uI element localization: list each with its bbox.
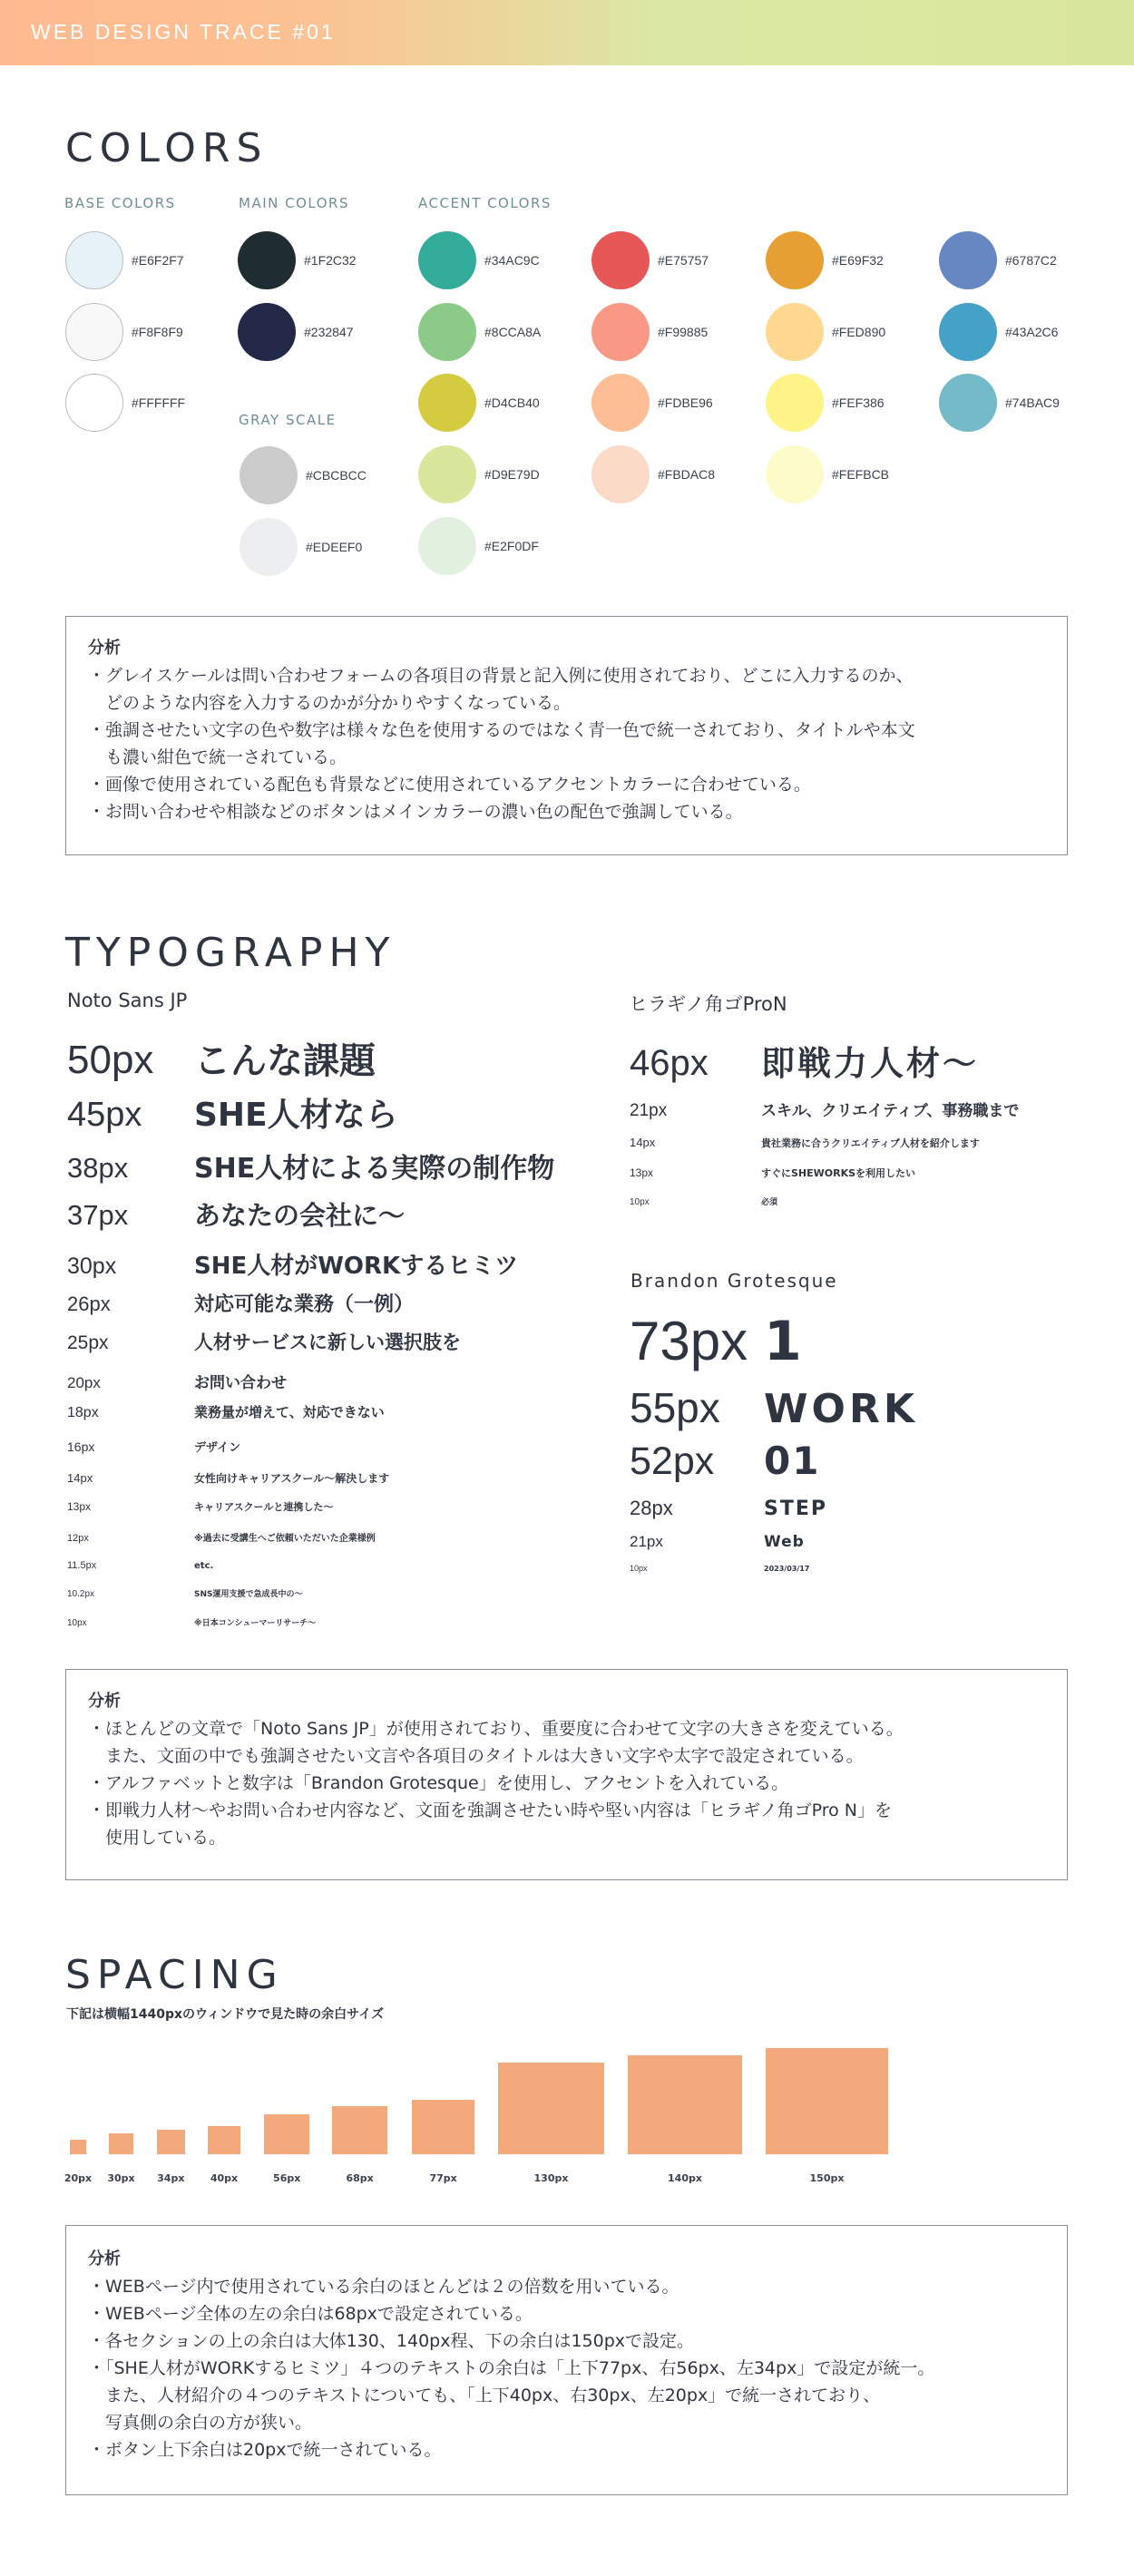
font-size-label: 10px [630,1564,648,1573]
type-specimen-row [67,1089,398,1136]
font-size-label: 20px [67,1374,101,1391]
color-hex-code: #EDEEF0 [306,540,363,554]
font-sample-text: SHE人材なら [194,1097,398,1134]
font-sample-text: 女性向けキャリアスクール〜解決します [194,1472,390,1485]
color-hex-code: #FEFBCB [832,467,890,482]
color-swatch [766,231,884,289]
spacing-analysis-box [65,2225,1068,2495]
color-dot [65,374,123,432]
base-colors-label: BASE COLORS [64,195,176,211]
analysis-line: ・「SHE人材がWORKするヒミツ」４つのテキストの余白は「上下77px、右56px、左34px」で設定が統一。 [88,2358,935,2378]
font-sample-text: 必須 [761,1198,778,1207]
color-dot [418,517,476,575]
brandon-label: Brandon Grotesque [631,1270,838,1292]
font-sample-text: STEP [764,1498,828,1520]
font-size-label: 16px [67,1439,95,1454]
color-dot [766,374,824,432]
font-size-label: 28px [630,1497,673,1519]
font-size-label: 21px [630,1101,668,1120]
spacing-analysis-title: 分析 [88,2249,121,2269]
color-swatch [238,303,354,361]
font-size-label: 37px [67,1199,129,1231]
font-size-label: 55px [630,1384,720,1431]
analysis-line: ・強調させたい文字の色や数字は様々な色を使用するのではなく青一色で統一されており、タイトルや本文 [88,720,915,740]
color-hex-code: #FFFFFF [132,395,186,410]
font-size-label: 12px [67,1533,89,1544]
analysis-line: ・即戦力人材〜やお問い合わせ内容など、文面を強調させたい時や堅い内容は「ヒラギノ角ゴPro N」を [88,1800,893,1820]
noto-sans-label: Noto Sans JP [67,990,188,1011]
type-specimen-row [630,1195,777,1207]
accent-colors-label: ACCENT COLORS [418,195,552,211]
font-sample-text: デザイン [194,1441,241,1455]
color-swatch [418,517,539,575]
color-swatch [591,231,709,289]
color-swatch [240,446,367,504]
spacing-subtitle: 下記は横幅1440pxのウィンドウで見た時の余白サイズ [66,2007,385,2022]
font-size-label: 14px [630,1136,656,1149]
type-specimen-row [630,1533,805,1551]
spacing-bar-label: 20px [64,2172,93,2184]
font-size-label: 25px [67,1332,109,1353]
color-hex-code: #D4CB40 [484,395,540,410]
font-size-label: 45px [67,1096,142,1134]
gray-scale-label: GRAY SCALE [239,412,337,428]
type-specimen-row [67,1032,376,1084]
color-hex-code: #74BAC9 [1005,395,1060,410]
type-specimen-row [67,1289,414,1317]
font-sample-text: 対応可能な業務（一例） [194,1293,415,1316]
font-size-label: 21px [630,1533,663,1550]
type-specimen-row [630,1036,979,1085]
spacing-bar-label: 140px [668,2172,702,2184]
color-dot [591,231,650,289]
font-size-label: 52px [630,1439,715,1483]
color-dot [65,303,123,361]
color-hex-code: #E75757 [658,253,709,268]
hiragino-label: ヒラギノ角ゴProN [629,993,787,1015]
analysis-line: ・グレイスケールは問い合わせフォームの各項目の背景と記入例に使用されており、どこに入力するのか、 [88,666,914,686]
spacing-bar-label: 150px [809,2172,845,2184]
main-colors-label: MAIN COLORS [239,195,349,211]
typography-analysis-box [65,1669,1068,1880]
font-sample-text: 業務量が増えて、対応できない [194,1404,385,1420]
color-dot [418,374,476,432]
font-sample-text: 01 [764,1439,821,1483]
spacing-bar-label: 130px [533,2172,569,2184]
spacing-bar [70,2140,86,2154]
color-swatch [766,303,885,361]
type-specimen-row [67,1195,405,1233]
color-hex-code: #E2F0DF [484,539,539,553]
type-specimen-row [67,1616,316,1628]
color-swatch [591,374,713,432]
color-swatch [65,231,184,289]
type-specimen-row [67,1438,240,1455]
color-dot [939,303,997,361]
color-hex-code: #6787C2 [1005,253,1057,268]
font-sample-text: 貴社業務に合うクリエイティブ人材を紹介します [761,1137,980,1149]
color-swatch [65,374,185,432]
spacing-bar [498,2063,604,2154]
spacing-bar [208,2126,240,2154]
color-hex-code: #D9E79D [484,467,540,482]
color-swatch [766,445,889,503]
analysis-line: 使用している。 [88,1828,227,1848]
font-sample-text: あなたの会社に〜 [194,1200,406,1231]
color-dot [591,303,650,361]
spacing-bar-label: 30px [107,2172,135,2184]
spacing-bar [412,2100,474,2154]
font-sample-text: キャリアスクールと連携した〜 [194,1501,334,1513]
color-swatch [418,303,541,361]
analysis-line: も濃い紺色で統一されている。 [88,747,347,767]
spacing-bar-label: 34px [157,2172,185,2184]
type-specimen-row [630,1439,820,1484]
color-hex-code: #FED890 [832,325,886,339]
color-dot [766,303,824,361]
font-sample-text: すぐにSHEWORKSを利用したい [761,1167,916,1179]
analysis-line: ・各セクションの上の余白は大体130、140px程、下の余白は150pxで設定。 [88,2331,695,2351]
color-dot [418,445,476,503]
color-hex-code: #232847 [304,325,354,339]
font-size-label: 10.2px [67,1589,95,1599]
color-dot [238,303,296,361]
color-dot [766,231,824,289]
color-hex-code: #43A2C6 [1005,325,1059,339]
color-hex-code: #8CCA8A [484,325,542,339]
color-hex-code: #CBCBCC [306,468,367,483]
type-specimen-row [67,1560,213,1571]
analysis-line: どのような内容を入力するのかが分かりやすくなっている。 [88,693,572,713]
type-specimen-row [630,1136,980,1150]
font-sample-text: ※過去に受講生へご依頼いただいた企業様例 [194,1534,376,1544]
type-specimen-row [67,1499,333,1514]
color-dot [939,374,997,432]
font-sample-text: SHE人材がWORKするヒミツ [194,1253,519,1280]
font-sample-text: 即戦力人材〜 [761,1044,979,1083]
font-size-label: 11.5px [67,1560,97,1571]
color-hex-code: #34AC9C [484,253,540,268]
font-size-label: 30px [67,1254,117,1279]
font-size-label: 46px [630,1043,709,1083]
spacing-bar [109,2133,133,2154]
spacing-bar-label: 68px [346,2172,374,2184]
color-swatch [418,231,540,289]
type-specimen-row [630,1310,802,1373]
spacing-bar-label: 77px [429,2172,457,2184]
color-swatch [591,303,708,361]
color-swatch [238,231,357,289]
spacing-bar [332,2106,387,2154]
color-swatch [591,445,715,503]
typography-analysis-title: 分析 [88,1692,121,1711]
font-sample-text: SNS運用支援で急成長中の〜 [194,1590,303,1599]
color-dot [766,445,824,503]
spacing-bar [264,2114,309,2154]
font-sample-text: 人材サービスに新しい選択肢を [194,1332,461,1353]
color-hex-code: #E69F32 [832,253,884,268]
type-specimen-row [630,1166,915,1180]
analysis-line: ・ほとんどの文章で「Noto Sans JP」が使用されており、重要度に合わせて文字の大きさを変えている。 [88,1719,904,1739]
font-size-label: 73px [630,1311,748,1371]
color-swatch [939,374,1060,432]
color-dot [240,446,298,504]
analysis-line: ・WEBページ内で使用されている余白のほとんどは２の倍数を用いている。 [88,2277,679,2297]
analysis-line: ・WEBページ全体の左の余白は68pxで設定されている。 [88,2304,533,2324]
font-size-label: 50px [67,1038,154,1082]
analysis-line: また、文面の中でも強調させたい文言や各項目のタイトルは大きい文字や太字で設定されている。 [88,1746,864,1766]
color-dot [65,231,123,289]
spacing-bar [157,2130,185,2154]
font-sample-text: お問い合わせ [194,1374,287,1392]
color-dot [591,374,650,432]
color-swatch [65,303,183,361]
font-size-label: 10px [630,1197,650,1207]
type-specimen-row [630,1497,827,1520]
analysis-line: また、人材紹介の４つのテキストについても、「上下40px、右30px、左20px」で統一されており、 [88,2386,881,2405]
analysis-line: ・ボタン上下余白は20pxで統一されている。 [88,2440,442,2460]
color-hex-code: #1F2C32 [304,253,357,268]
font-size-label: 13px [630,1166,654,1179]
type-specimen-row [630,1564,809,1573]
color-hex-code: #E6F2F7 [132,253,184,268]
analysis-line: 写真側の余白の方が狭い。 [88,2413,313,2433]
color-swatch [418,445,540,503]
analysis-line: ・アルファベットと数字は「Brandon Grotesque」を使用し、アクセントを入れている。 [88,1773,789,1793]
type-specimen-row [67,1530,376,1544]
color-hex-code: #FEF386 [832,395,885,410]
type-specimen-row [67,1402,385,1421]
color-dot [238,231,296,289]
font-size-label: 13px [67,1500,92,1513]
color-dot [418,303,476,361]
colors-analysis-box [65,616,1068,855]
spacing-bar [766,2048,888,2154]
color-swatch [240,518,362,576]
color-hex-code: #FDBE96 [658,395,713,410]
color-dot [939,231,997,289]
spacing-bar-label: 40px [210,2172,239,2184]
color-dot [418,231,476,289]
type-specimen-row [630,1098,1019,1121]
type-specimen-row [67,1587,303,1599]
type-specimen-row [67,1370,287,1392]
color-dot [240,518,298,576]
color-hex-code: #F8F8F9 [132,325,183,339]
color-swatch [766,374,885,432]
color-hex-code: #FBDAC8 [658,467,716,482]
analysis-line: ・画像で使用されている配色も背景などに使用されているアクセントカラーに合わせている。 [88,775,811,795]
font-sample-text: Web [764,1533,805,1551]
color-swatch [418,374,540,432]
color-swatch [939,231,1057,289]
font-sample-text: こんな課題 [194,1040,376,1082]
font-sample-text: ※日本コンシューマーリサーチ〜 [194,1619,317,1628]
font-sample-text: WORK [764,1386,918,1432]
typography-section-title: TYPOGRAPHY [65,930,396,976]
type-specimen-row [67,1470,389,1486]
font-sample-text: スキル、クリエイティブ、事務職まで [761,1102,1020,1120]
type-specimen-row [630,1383,918,1432]
font-size-label: 14px [67,1471,93,1485]
colors-section-title: COLORS [65,125,269,171]
type-specimen-row [67,1328,461,1355]
font-size-label: 18px [67,1405,99,1420]
spacing-bar-label: 56px [273,2172,301,2184]
header-banner [0,0,1134,65]
colors-analysis-title: 分析 [88,639,121,658]
color-hex-code: #F99885 [658,325,709,339]
font-size-label: 38px [67,1152,129,1184]
header-title: WEB DESIGN TRACE #01 [31,20,336,44]
type-specimen-row [67,1146,554,1186]
color-dot [591,445,650,503]
font-sample-text: etc. [194,1561,214,1571]
font-sample-text: SHE人材による実際の制作物 [194,1153,555,1185]
spacing-section-title: SPACING [65,1952,284,1998]
color-swatch [939,303,1058,361]
font-size-label: 10px [67,1618,87,1628]
font-size-label: 26px [67,1293,111,1315]
font-sample-text: 1 [764,1310,802,1373]
spacing-bar [628,2055,742,2154]
analysis-line: ・お問い合わせや相談などのボタンはメインカラーの濃い色の配色で強調している。 [88,802,743,822]
font-sample-text: 2023/03/17 [764,1565,810,1573]
type-specimen-row [67,1247,518,1281]
